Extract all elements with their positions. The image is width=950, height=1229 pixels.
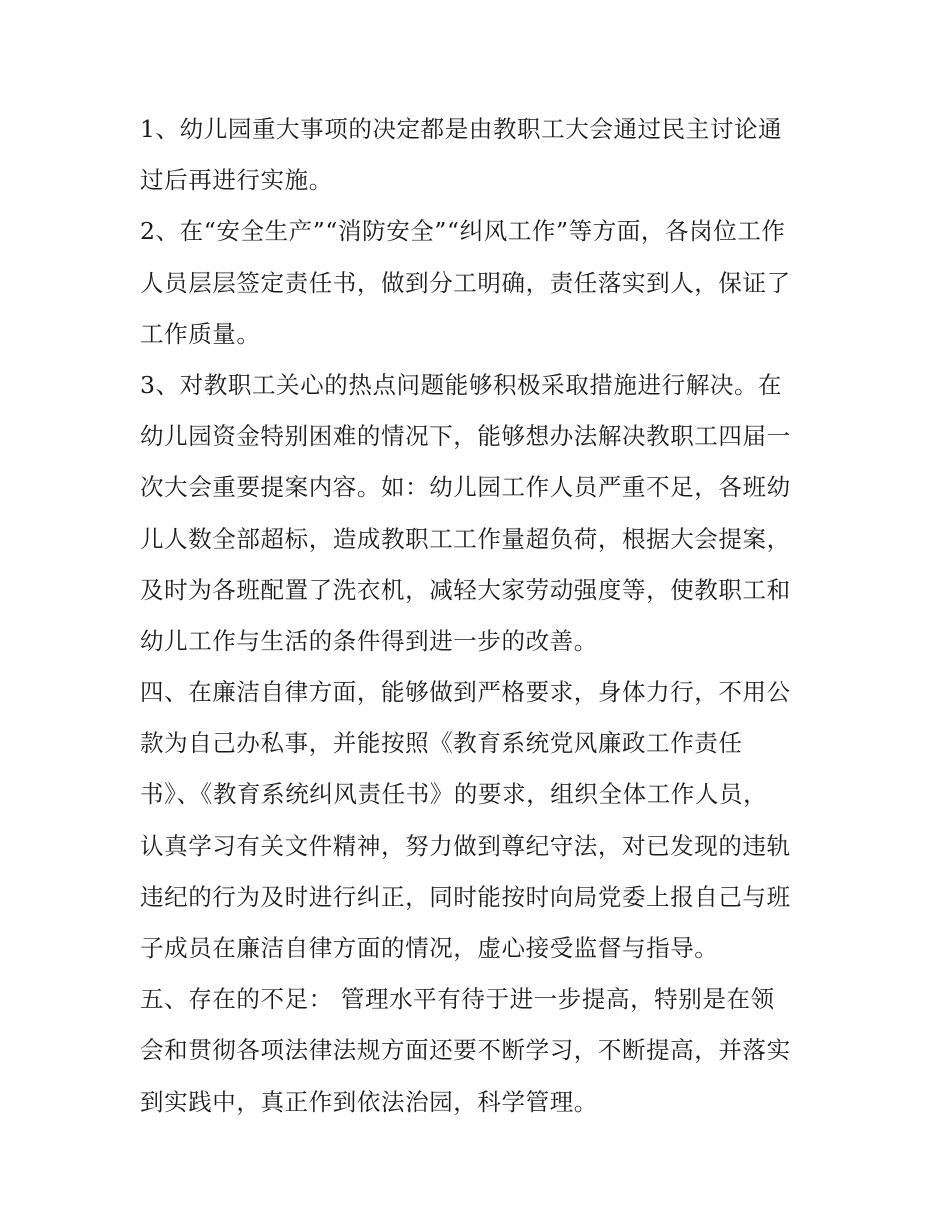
text-line: 子成员在廉洁自律方面的情况，虚心接受监督与指导。: [140, 934, 719, 962]
text-line: 人员层层签定责任书，做到分工明确，责任落实到人，保证了: [140, 268, 791, 297]
text-line: 幼儿园资金特别困难的情况下，能够想办法解决教职工四届一: [140, 422, 791, 451]
text-line: 儿人数全部超标，造成教职工工作量超负荷，根据大会提案，: [140, 524, 791, 553]
text-line: 五、存在的不足： 管理水平有待于进一步提高，特别是在领: [140, 985, 775, 1014]
document-body: [140, 104, 820, 1128]
text-line: 及时为各班配置了洗衣机，减轻大家劳动强度等，使教职工和: [140, 575, 791, 604]
text-line: 过后再进行实施。: [140, 166, 333, 195]
text-line: 工作质量。: [140, 319, 261, 348]
text-line: 会和贯彻各项法律法规方面还要不断学习，不断提高，并落实: [140, 1036, 791, 1065]
text-line: 书》、《教育系统纠风责任书》的要求，组织全体工作人员，: [140, 780, 768, 809]
text-line: 四、在廉洁自律方面，能够做到严格要求，身体力行，不用公: [140, 678, 791, 707]
text-line: 款为自己办私事，并能按照《教育系统党风廉政工作责任: [140, 729, 743, 758]
text-line: 幼儿工作与生活的条件得到进一步的改善。: [140, 626, 598, 655]
text-line: 1、幼儿园重大事项的决定都是由教职工大会通过民主讨论通: [140, 115, 783, 143]
text-line: 3、对教职工关心的热点问题能够积极采取措施进行解决。在: [140, 370, 783, 399]
text-line: 2、在“安全生产”“消防安全”“纠风工作”等方面，各岗位工作: [140, 217, 786, 246]
text-line: 认真学习有关文件精神，努力做到尊纪守法，对已发现的违轨: [140, 831, 791, 860]
text-line: 到实践中，真正作到依法治园，科学管理。: [140, 1087, 598, 1116]
text-line: 违纪的行为及时进行纠正，同时能按时向局党委上报自己与班: [140, 882, 791, 911]
text-line: 次大会重要提案内容。如：幼儿园工作人员严重不足，各班幼: [140, 473, 791, 502]
